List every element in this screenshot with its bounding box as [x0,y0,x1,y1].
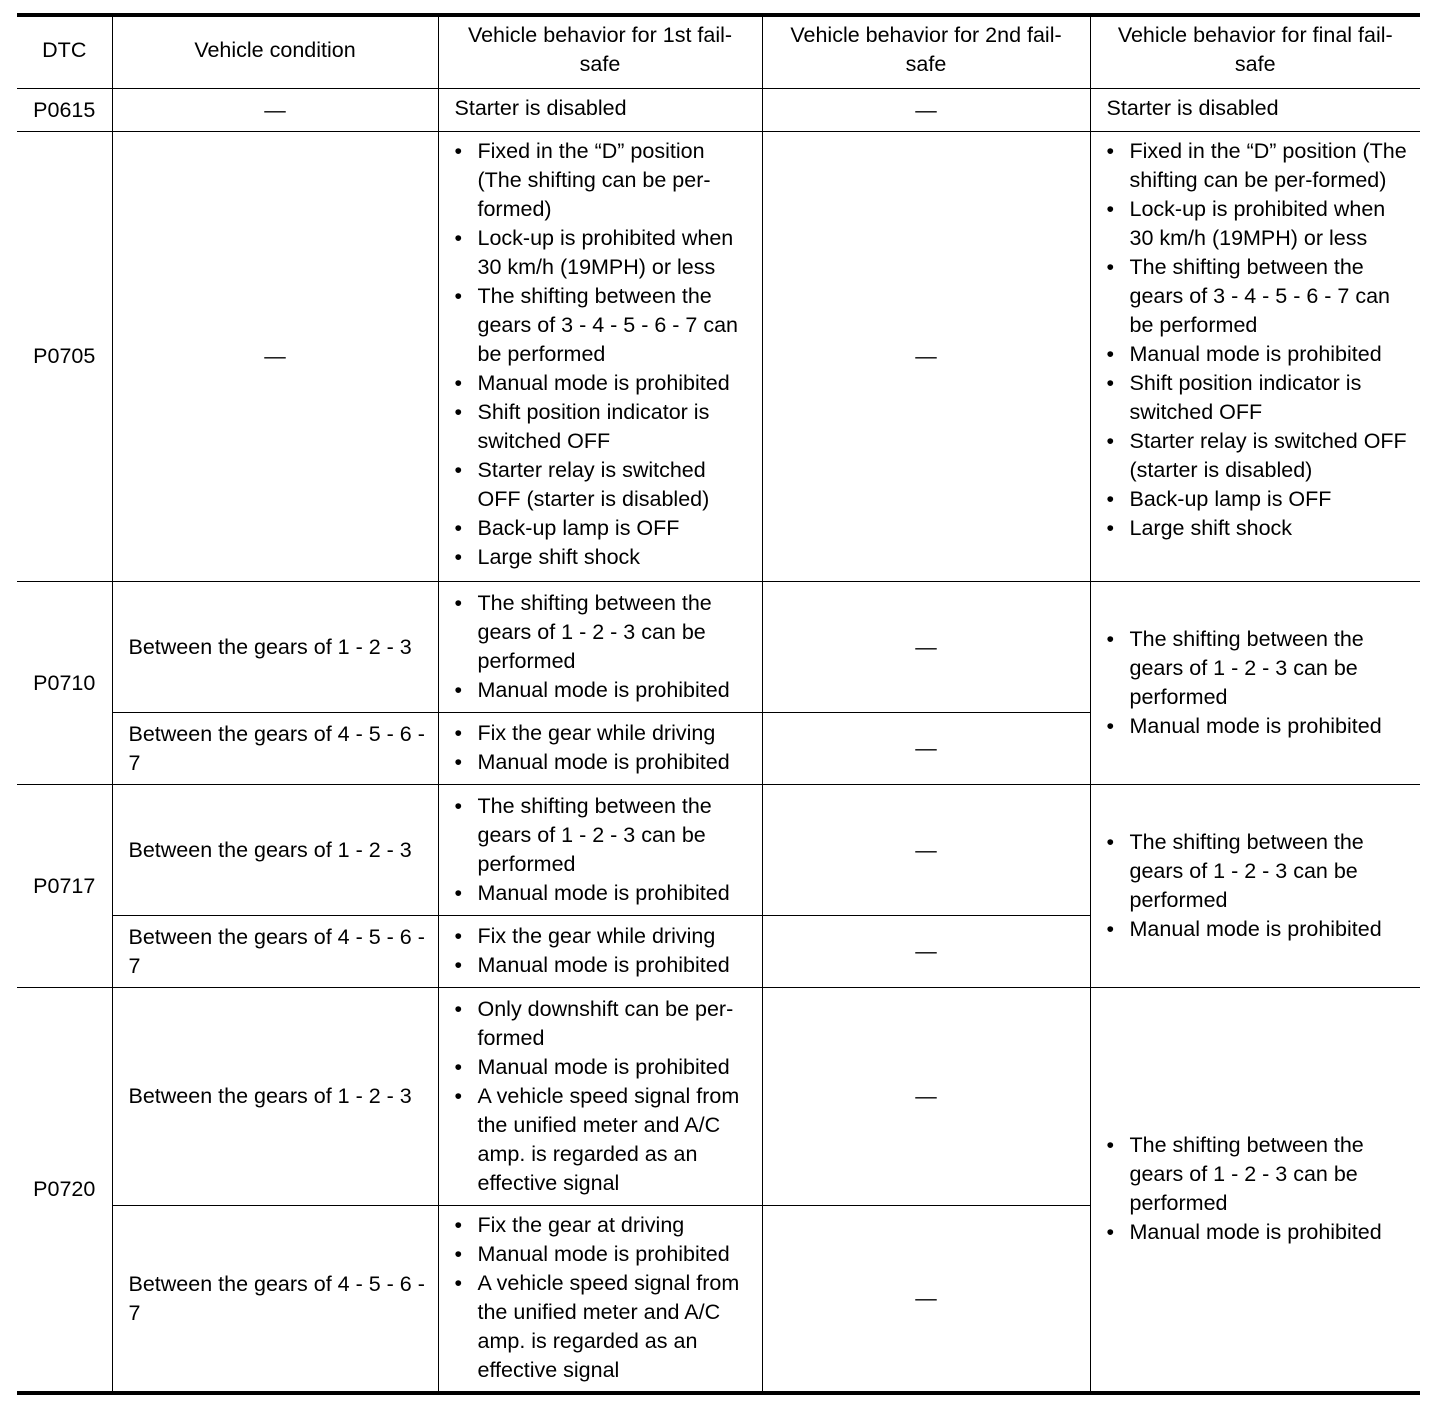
list-item [1107,712,1413,741]
list-item-text: The shifting between the gears of 1 - 2 - 3 can be performed [477,793,712,876]
dtc-code: P0615 [17,89,112,132]
list-item [455,748,754,777]
bullet-icon: • [454,1054,463,1079]
list-item [455,398,754,456]
list-item [455,1240,754,1269]
bullet-icon: • [454,139,463,163]
bullet-icon: • [1106,626,1115,651]
first-fail-safe-cell [438,713,762,785]
list-item [455,922,754,951]
first-fail-safe-cell [438,988,762,1206]
bullet-icon: • [454,793,463,818]
vehicle-condition-cell: Between the gears of 1 - 2 - 3 [112,785,438,916]
list-item [1107,369,1413,427]
bullet-icon: • [454,400,463,424]
bullet-icon: • [454,1271,463,1295]
list-item-text: Manual mode is prohibited [477,677,730,702]
list-item-text: Manual mode is prohibited [477,750,730,774]
bullet-icon: • [1106,713,1115,738]
bullet-icon: • [454,880,463,905]
bullet-icon: • [454,750,463,774]
list-item-text: Manual mode is prohibited [1129,916,1382,941]
list-item [455,1053,754,1082]
list-item-text: Fixed in the “D” position (The shifting can be per-formed) [1129,139,1407,192]
bullet-icon: • [454,458,463,482]
bullet-list [1107,625,1413,741]
list-item-text: Fix the gear at driving [477,1213,685,1237]
dtc-code: P0720 [17,988,112,1394]
list-item-text: The shifting between the gears of 1 - 2 - 3 can be performed [477,590,712,673]
list-item-text: Large shift shock [1129,516,1293,540]
list-item [455,224,754,282]
final-fail-safe-cell [1090,785,1420,988]
list-item [455,1082,754,1198]
list-item-text: Manual mode is prohibited [477,1054,730,1079]
bullet-icon: • [454,1242,463,1266]
list-item [455,1211,754,1240]
final-fail-safe-cell: Starter is disabled [1090,89,1420,132]
list-item-text: Manual mode is prohibited [477,371,730,395]
dtc-code: P0710 [17,582,112,785]
vehicle-condition-cell: Between the gears of 4 - 5 - 6 - 7 [112,1206,438,1394]
vehicle-condition-cell: Between the gears of 1 - 2 - 3 [112,988,438,1206]
list-item [1107,195,1413,253]
list-item [1107,427,1413,485]
list-item [455,543,754,572]
list-item [455,719,754,748]
list-item-text: Starter relay is switched OFF (starter is disabled) [477,458,710,511]
bullet-icon: • [1106,139,1115,163]
list-item [455,879,754,908]
second-fail-safe-cell: — [762,582,1090,713]
list-item [455,995,754,1053]
dtc-code: P0705 [17,132,112,582]
bullet-list [455,922,754,980]
list-item [455,676,754,705]
list-item [455,282,754,369]
bullet-icon: • [454,516,463,540]
bullet-icon: • [1106,371,1115,395]
list-item-text: The shifting between the gears of 3 - 4 - 5 - 6 - 7 can be performed [477,284,739,366]
second-fail-safe-cell: — [762,132,1090,582]
list-item-text: Manual mode is prohibited [477,953,730,977]
bullet-icon: • [1106,429,1115,453]
header-dtc: DTC [17,15,112,89]
second-fail-safe-cell: — [762,916,1090,988]
list-item [1107,915,1413,944]
list-item [1107,137,1413,195]
list-item-text: Shift position indicator is switched OFF [1129,371,1362,424]
bullet-icon: • [454,545,463,569]
header-final-fail-safe: Vehicle behavior for final fail-safe [1090,15,1420,89]
final-fail-safe-cell [1090,132,1420,582]
bullet-icon: • [1106,916,1115,941]
bullet-list [455,137,754,572]
table-row [17,132,1420,582]
list-item-text: Shift position indicator is switched OFF [477,400,710,453]
bullet-icon: • [1106,829,1115,854]
list-item-text: Large shift shock [477,545,641,569]
bullet-list [1107,1131,1413,1247]
first-fail-safe-cell: Starter is disabled [438,89,762,132]
bullet-icon: • [454,226,463,250]
bullet-icon: • [1106,1133,1115,1157]
second-fail-safe-cell: — [762,785,1090,916]
bullet-list [455,589,754,705]
bullet-icon: • [454,590,463,615]
bullet-list [455,719,754,777]
table-row [17,89,1420,132]
list-item-text: The shifting between the gears of 3 - 4 - 5 - 6 - 7 can be performed [1129,255,1391,337]
list-item-text: Lock-up is prohibited when 30 km/h (19MPH) or less [1129,197,1386,250]
vehicle-condition-cell: — [112,89,438,132]
bullet-icon: • [454,924,463,948]
list-item [455,589,754,676]
list-item-text: Manual mode is prohibited [1129,342,1382,366]
table-row [17,785,1420,916]
list-item-text: Manual mode is prohibited [477,1242,730,1266]
list-item [455,514,754,543]
list-item-text: The shifting between the gears of 1 - 2 - 3 can be performed [1129,626,1364,709]
bullet-icon: • [454,1213,463,1237]
second-fail-safe-cell: — [762,1206,1090,1394]
list-item-text: Lock-up is prohibited when 30 km/h (19MPH) or less [477,226,734,279]
list-item [455,951,754,980]
list-item-text: Fix the gear while driving [477,924,716,948]
bullet-list [1107,828,1413,944]
list-item [1107,828,1413,915]
second-fail-safe-cell: — [762,713,1090,785]
bullet-icon: • [454,677,463,702]
bullet-icon: • [1106,197,1115,221]
second-fail-safe-cell: — [762,988,1090,1206]
list-item [1107,340,1413,369]
bullet-icon: • [1106,1220,1115,1244]
list-item-text: Fix the gear while driving [477,721,716,745]
bullet-icon: • [1106,516,1115,540]
list-item [1107,625,1413,712]
bullet-icon: • [454,284,463,308]
bullet-list [1107,137,1413,543]
list-item [1107,485,1413,514]
bullet-icon: • [454,371,463,395]
first-fail-safe-cell [438,582,762,713]
final-fail-safe-cell [1090,582,1420,785]
list-item-text: Fixed in the “D” position (The shifting can be per-formed) [477,139,711,221]
list-item [1107,514,1413,543]
final-fail-safe-cell [1090,988,1420,1394]
list-item [1107,1131,1413,1218]
list-item-text: Only downshift can be per-formed [477,996,734,1050]
first-fail-safe-cell [438,916,762,988]
bullet-icon: • [454,1083,463,1108]
bullet-list [455,995,754,1198]
vehicle-condition-cell: Between the gears of 1 - 2 - 3 [112,582,438,713]
vehicle-condition-cell: Between the gears of 4 - 5 - 6 - 7 [112,713,438,785]
list-item-text: A vehicle speed signal from the unified meter and A/C amp. is regarded as an effective signal [477,1083,740,1195]
second-fail-safe-cell: — [762,89,1090,132]
list-item-text: Back-up lamp is OFF [1129,487,1332,511]
bullet-icon: • [454,953,463,977]
list-item-text: Manual mode is prohibited [1129,1220,1382,1244]
fail-safe-table [17,13,1420,1395]
bullet-list [455,792,754,908]
bullet-icon: • [1106,342,1115,366]
bullet-icon: • [454,721,463,745]
table-row [17,582,1420,713]
list-item [455,792,754,879]
bullet-icon: • [454,996,463,1021]
first-fail-safe-cell [438,132,762,582]
table-row [17,988,1420,1206]
vehicle-condition-cell: — [112,132,438,582]
first-fail-safe-cell [438,1206,762,1394]
list-item [455,369,754,398]
list-item-text: The shifting between the gears of 1 - 2 - 3 can be performed [1129,1133,1364,1215]
list-item-text: Back-up lamp is OFF [477,516,680,540]
list-item-text: Manual mode is prohibited [1129,713,1382,738]
list-item-text: A vehicle speed signal from the unified meter and A/C amp. is regarded as an effective signal [477,1271,740,1382]
header-vehicle-condition: Vehicle condition [112,15,438,89]
list-item-text: Manual mode is prohibited [477,880,730,905]
list-item-text: Starter relay is switched OFF (starter is disabled) [1129,429,1407,482]
first-fail-safe-cell [438,785,762,916]
list-item [455,1269,754,1385]
header-second-fail-safe: Vehicle behavior for 2nd fail-safe [762,15,1090,89]
bullet-icon: • [1106,255,1115,279]
list-item [1107,253,1413,340]
header-row [17,15,1420,89]
list-item-text: The shifting between the gears of 1 - 2 - 3 can be performed [1129,829,1364,912]
list-item [1107,1218,1413,1247]
header-first-fail-safe: Vehicle behavior for 1st fail-safe [438,15,762,89]
bullet-list [455,1211,754,1385]
bullet-icon: • [1106,487,1115,511]
dtc-code: P0717 [17,785,112,988]
vehicle-condition-cell: Between the gears of 4 - 5 - 6 - 7 [112,916,438,988]
list-item [455,456,754,514]
list-item [455,137,754,224]
